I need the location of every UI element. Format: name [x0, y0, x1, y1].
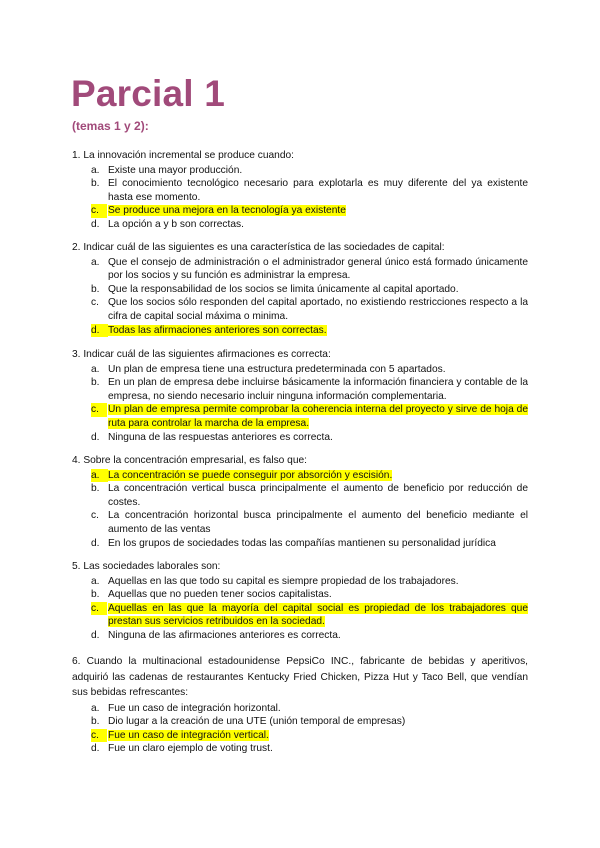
option-letter: b.	[91, 589, 100, 601]
option-letter: a.	[91, 469, 108, 483]
option-a	[72, 575, 528, 589]
option-text: La concentración vertical busca principalmente el aumento de beneficio por reducción de costes.	[108, 483, 528, 508]
options-list	[72, 256, 528, 338]
question-4	[72, 454, 528, 550]
option-a-correct	[72, 469, 528, 483]
option-letter: c.	[91, 403, 107, 417]
option-d	[72, 431, 528, 445]
option-letter: c.	[91, 602, 107, 616]
option-letter: d.	[91, 537, 100, 549]
option-letter: d.	[91, 431, 100, 443]
option-letter: c.	[91, 510, 99, 522]
option-d-correct	[72, 324, 528, 338]
option-letter: b.	[91, 178, 100, 190]
option-b	[72, 588, 528, 602]
option-b	[72, 482, 528, 509]
question-stem: 6. Cuando la multinacional estadounidense PepsiCo INC., fabricante de bebidas y aperitivos, adquirió las cadenas de restaurantes Kentucky Fried Chicken, Pizza Hut y Taco Bell, que vendían sus bebidas refrescantes:	[72, 656, 528, 698]
option-d	[72, 537, 528, 551]
option-text: Que el consejo de administración o el administrador general único está formado únicamente por los socios y su función es administrar la empresa.	[108, 256, 528, 282]
option-letter: d.	[91, 218, 100, 230]
option-c	[72, 509, 528, 536]
options-list	[72, 469, 528, 551]
option-letter: c.	[91, 204, 107, 218]
option-letter: c.	[91, 297, 99, 309]
option-letter: b.	[91, 483, 100, 495]
option-d	[72, 218, 528, 232]
option-text-highlighted: Aquellas en las que la mayoría del capital social es propiedad de los trabajadores que prestan sus servicios retribuidos en la sociedad.	[108, 602, 528, 628]
question-stem: 1. La innovación incremental se produce cuando:	[72, 150, 295, 161]
option-c-correct	[72, 403, 528, 430]
options-list	[72, 164, 528, 232]
option-text-highlighted: Fue un caso de integración vertical.	[108, 729, 269, 741]
option-text: En un plan de empresa debe incluirse básicamente la información financiera y contable de la empresa, no siendo necesario incluir ninguna información complementaria.	[108, 377, 528, 402]
option-letter: d.	[91, 324, 108, 338]
option-d	[72, 629, 528, 643]
option-letter: a.	[91, 256, 100, 268]
option-c-correct	[72, 204, 528, 218]
option-b	[72, 376, 528, 403]
option-a	[72, 164, 528, 178]
option-a	[72, 702, 528, 716]
option-b	[72, 177, 528, 204]
option-text: La opción a y b son correctas.	[108, 218, 244, 230]
option-letter: a.	[91, 575, 100, 587]
option-text: Fue un caso de integración horizontal.	[108, 702, 281, 714]
question-2	[72, 241, 528, 337]
option-letter: b.	[91, 283, 100, 295]
option-text: Fue un claro ejemplo de voting trust.	[108, 743, 273, 755]
option-text-highlighted: Se produce una mejora en la tecnología ya existente	[108, 205, 346, 217]
options-list	[72, 702, 528, 756]
option-text: Dio lugar a la creación de una UTE (unión temporal de empresas)	[108, 716, 406, 728]
option-text: Ninguna de las afirmaciones anteriores es correcta.	[108, 629, 341, 641]
question-stem: 4. Sobre la concentración empresarial, es falso que:	[72, 455, 308, 466]
option-text-highlighted: Todas las afirmaciones anteriores son correctas.	[108, 324, 327, 336]
option-text: Existe una mayor producción.	[108, 164, 243, 176]
option-letter: d.	[91, 629, 100, 641]
question-stem: 5. Las sociedades laborales son:	[72, 561, 221, 572]
option-text: Aquellas en las que todo su capital es siempre propiedad de los trabajadores.	[108, 575, 459, 587]
option-text: En los grupos de sociedades todas las compañías mantienen su personalidad jurídica	[108, 537, 496, 549]
page-title: Parcial 1	[71, 73, 226, 114]
option-text: La concentración horizontal busca principalmente el aumento del beneficio mediante el aumento de las ventas	[108, 510, 528, 535]
option-letter: a.	[91, 702, 100, 714]
question-3	[72, 348, 528, 444]
option-text-highlighted: La concentración se puede conseguir por absorción y escisión.	[108, 469, 393, 481]
question-5	[72, 560, 528, 643]
question-stem: 3. Indicar cuál de las siguientes afirmaciones es correcta:	[72, 349, 331, 360]
option-letter: a.	[91, 363, 100, 375]
question-stem: 2. Indicar cuál de las siguientes es una característica de las sociedades de capital:	[72, 242, 445, 253]
option-d	[72, 742, 528, 756]
question-6	[72, 654, 528, 756]
option-text: Un plan de empresa tiene una estructura predeterminada con 5 apartados.	[108, 363, 446, 375]
option-letter: d.	[91, 743, 100, 755]
option-b	[72, 283, 528, 297]
question-1	[72, 149, 528, 232]
options-list	[72, 575, 528, 643]
option-a	[72, 363, 528, 377]
option-text: El conocimiento tecnológico necesario para explotarla es muy diferente del ya existente hasta ese momento.	[108, 178, 528, 203]
option-b	[72, 715, 528, 729]
option-letter: b.	[91, 377, 100, 389]
option-letter: c.	[91, 729, 107, 743]
option-text: Ninguna de las respuestas anteriores es correcta.	[108, 431, 333, 443]
option-text: Aquellas que no pueden tener socios capitalistas.	[108, 589, 332, 601]
option-text: Que los socios sólo responden del capital aportado, no existiendo restricciones respecto a la cifra de capital social máxima o minima.	[108, 297, 528, 322]
option-letter: b.	[91, 716, 100, 728]
option-letter: a.	[91, 164, 100, 176]
option-c-correct	[72, 729, 528, 743]
option-text-highlighted: Un plan de empresa permite comprobar la coherencia interna del proyecto y sirve de hoja de ruta para controlar la marcha de la empresa.	[108, 404, 528, 429]
option-c-correct	[72, 602, 528, 629]
options-list	[72, 363, 528, 445]
option-a	[72, 256, 528, 283]
option-c	[72, 296, 528, 323]
option-text: Que la responsabilidad de los socios se limita únicamente al capital aportado.	[108, 283, 459, 295]
page-subtitle: (temas 1 y 2):	[72, 119, 149, 133]
